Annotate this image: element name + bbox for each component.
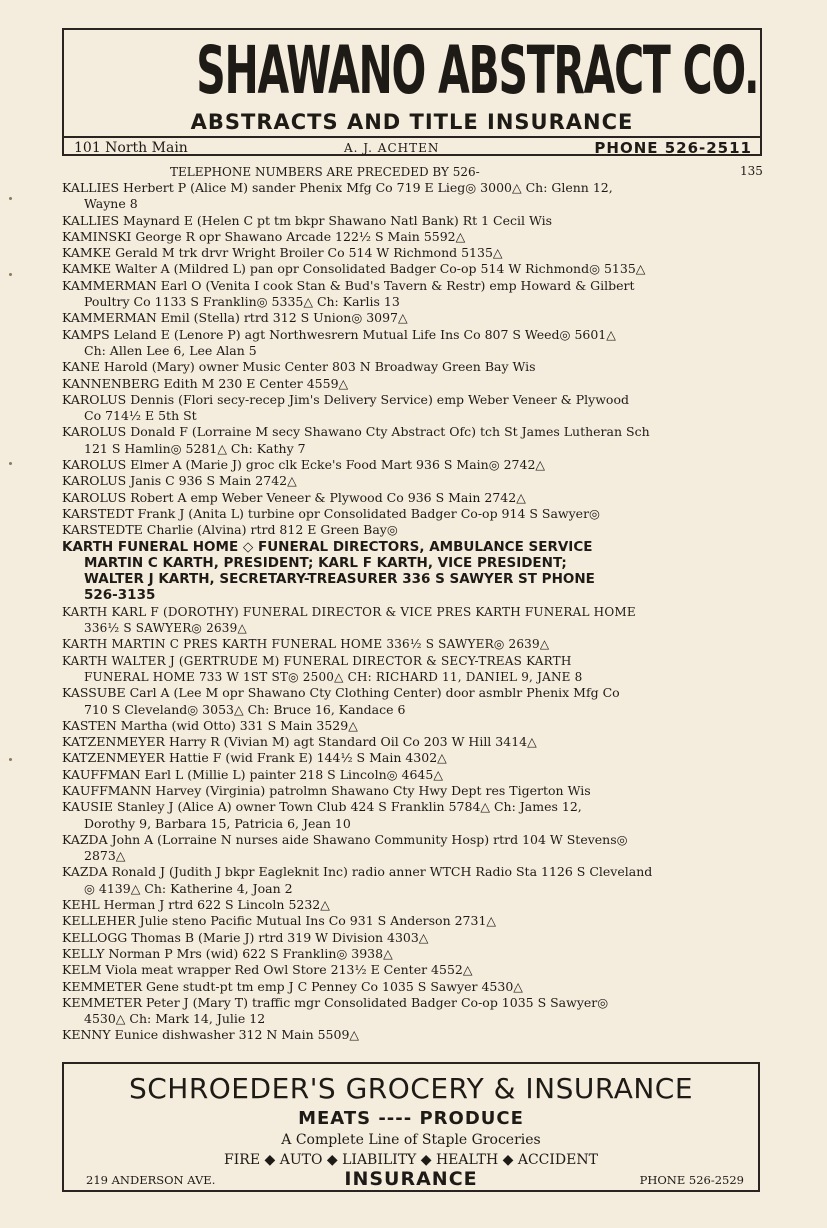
ad-divider (64, 136, 760, 138)
entry-line: KAUFFMAN Earl L (Millie L) painter 218 S Lincoln◎ 4645△ (62, 766, 443, 782)
entry-line: KAROLUS Elmer A (Marie J) groc clk Ecke's Food Mart 936 S Main◎ 2742△ (62, 457, 546, 473)
directory-entry (62, 979, 772, 995)
entry-line: KAROLUS Janis C 936 S Main 2742△ (62, 473, 297, 489)
directory-entry (62, 278, 772, 311)
ad-coverage: FIRE ◆ AUTO ◆ LIABILITY ◆ HEALTH ◆ ACCIDENT (224, 1152, 598, 1168)
directory-entry (62, 392, 772, 425)
entry-line: KARSTEDTE Charlie (Alvina) rtrd 812 E Green Bay◎ (62, 522, 398, 538)
directory-entry (62, 995, 772, 1028)
directory-entry (62, 604, 772, 637)
directory-entry (62, 897, 772, 913)
directory-entry (62, 799, 772, 832)
directory-entry (62, 832, 772, 865)
entry-line: KELLOGG Thomas B (Marie J) rtrd 319 W Division 4303△ (62, 929, 429, 945)
paper-speck (9, 462, 12, 465)
entry-line: KARTH KARL F (DOROTHY) FUNERAL DIRECTOR & VICE PRES KARTH FUNERAL HOME (62, 604, 636, 619)
directory-entry (62, 539, 772, 604)
entry-line: KANE Harold (Mary) owner Music Center 803 N Broadway Green Bay Wis (62, 359, 536, 375)
entry-line: KEMMETER Gene studt-pt tm emp J C Penney Co 1035 S Sawyer 4530△ (62, 978, 523, 994)
directory-entry (62, 376, 772, 392)
ad-insurance-label: INSURANCE (344, 1168, 478, 1190)
directory-entry (62, 359, 772, 375)
page-number: 135 (740, 164, 763, 178)
entry-line: KAROLUS Dennis (Flori secy-recep Jim's Delivery Service) emp Weber Veneer & Plywood (62, 391, 629, 407)
telephone-notice: TELEPHONE NUMBERS ARE PRECEDED BY 526- (170, 165, 480, 179)
entry-continuation: Poultry Co 1133 S Franklin◎ 5335△ Ch: Karlis 13 (84, 294, 400, 310)
entry-line: KAROLUS Robert A emp Weber Veneer & Plywood Co 936 S Main 2742△ (62, 489, 526, 505)
directory-entry (62, 213, 772, 229)
entry-continuation: Wayne 8 (84, 196, 138, 212)
directory-entry (62, 506, 772, 522)
entry-line: KATZENMEYER Hattie F (wid Frank E) 144½ S Main 4302△ (62, 750, 447, 766)
directory-listings (62, 180, 772, 1044)
directory-entry (62, 261, 772, 277)
entry-line: KANNENBERG Edith M 230 E Center 4559△ (62, 375, 349, 391)
paper-speck (9, 758, 12, 761)
ad-store-phone: PHONE 526-2529 (639, 1173, 744, 1187)
ad-tagline: MEATS ---- PRODUCE (298, 1108, 524, 1129)
entry-line: KARTH FUNERAL HOME ◇ FUNERAL DIRECTORS, AMBULANCE SERVICE (62, 538, 593, 555)
entry-line: KENNY Eunice dishwasher 312 N Main 5509△ (62, 1027, 360, 1043)
directory-entry (62, 783, 772, 799)
entry-line: KELLY Norman P Mrs (wid) 622 S Franklin◎ 3938△ (62, 945, 393, 961)
directory-entry (62, 930, 772, 946)
directory-entry (62, 962, 772, 978)
entry-line: KARTH MARTIN C PRES KARTH FUNERAL HOME 336½ S SAWYER◎ 2639△ (62, 637, 550, 652)
entry-line: KALLIES Maynard E (Helen C pt tm bkpr Shawano Natl Bank) Rt 1 Cecil Wis (62, 212, 553, 228)
entry-line: KALLIES Herbert P (Alice M) sander Phenix Mfg Co 719 E Lieg◎ 3000△ Ch: Glenn 12, (62, 180, 613, 195)
directory-entry (62, 424, 772, 457)
paper-speck (9, 197, 12, 200)
entry-line: KAZDA John A (Lorraine N nurses aide Shawano Community Hosp) rtrd 104 W Stevens◎ (62, 831, 628, 847)
directory-entry (62, 310, 772, 326)
entry-line: KAMKE Gerald M trk drvr Wright Broiler Co 514 W Richmond 5135△ (62, 245, 503, 261)
entry-continuation: ◎ 4139△ Ch: Katherine 4, Joan 2 (84, 880, 293, 896)
entry-continuation: 2873△ (84, 848, 126, 864)
entry-continuation: Dorothy 9, Barbara 15, Patricia 6, Jean 10 (84, 815, 351, 831)
directory-entry (62, 1027, 772, 1043)
entry-line: KARSTEDT Frank J (Anita L) turbine opr Consolidated Badger Co-op 914 S Sawyer◎ (62, 505, 600, 521)
entry-line: KAUFFMANN Harvey (Virginia) patrolmn Shawano Cty Hwy Dept res Tigerton Wis (62, 782, 591, 798)
entry-continuation: 526-3135 (84, 587, 156, 604)
entry-line: KASSUBE Carl A (Lee M opr Shawano Cty Clothing Center) door asmblr Phenix Mfg Co (62, 685, 620, 701)
directory-entry (62, 653, 772, 686)
directory-entry (62, 229, 772, 245)
entry-line: KATZENMEYER Harry R (Vivian M) agt Standard Oil Co 203 W Hill 3414△ (62, 734, 537, 750)
directory-entry (62, 718, 772, 734)
directory-entry (62, 457, 772, 473)
directory-entry (62, 864, 772, 897)
directory-entry (62, 946, 772, 962)
entry-continuation: MARTIN C KARTH, PRESIDENT; KARL F KARTH, VICE PRESIDENT; (84, 554, 567, 571)
directory-entry (62, 685, 772, 718)
directory-entry (62, 180, 772, 213)
directory-entry (62, 767, 772, 783)
directory-entry (62, 245, 772, 261)
directory-entry (62, 490, 772, 506)
entry-line: KAROLUS Donald F (Lorraine M secy Shawano Cty Abstract Ofc) tch St James Lutheran Sch (62, 424, 650, 440)
directory-entry (62, 522, 772, 538)
entry-line: KELM Viola meat wrapper Red Owl Store 213½ E Center 4552△ (62, 962, 473, 978)
directory-entry (62, 913, 772, 929)
directory-entry (62, 734, 772, 750)
entry-line: KEMMETER Peter J (Mary T) traffic mgr Consolidated Badger Co-op 1035 S Sawyer◎ (62, 994, 609, 1010)
directory-entry (62, 473, 772, 489)
ad-store-address: 219 ANDERSON AVE. (86, 1173, 216, 1187)
abstract-company-ad (62, 28, 762, 156)
entry-continuation: FUNERAL HOME 733 W 1ST ST◎ 2500△ CH: RICHARD 11, DANIEL 9, JANE 8 (84, 669, 583, 684)
directory-entry (62, 750, 772, 766)
ad-description: A Complete Line of Staple Groceries (281, 1132, 541, 1148)
grocery-insurance-ad (62, 1062, 760, 1192)
entry-continuation: WALTER J KARTH, SECRETARY-TREASURER 336 S SAWYER ST PHONE (84, 571, 595, 588)
ad-store-name: SCHROEDER'S GROCERY & INSURANCE (128, 1072, 694, 1105)
entry-line: KEHL Herman J rtrd 622 S Lincoln 5232△ (62, 897, 330, 913)
ad-footer-row (74, 140, 752, 156)
entry-continuation: 121 S Hamlin◎ 5281△ Ch: Kathy 7 (84, 440, 306, 456)
entry-line: KAZDA Ronald J (Judith J bkpr Eagleknit Inc) radio anner WTCH Radio Sta 1126 S Cleveland (62, 864, 653, 880)
entry-continuation: Co 714½ E 5th St (84, 408, 197, 424)
entry-line: KAMINSKI George R opr Shawano Arcade 122½ S Main 5592△ (62, 228, 466, 244)
entry-continuation: Ch: Allen Lee 6, Lee Alan 5 (84, 342, 257, 358)
ad-address: 101 North Main (74, 140, 188, 156)
entry-continuation: 4530△ Ch: Mark 14, Julie 12 (84, 1011, 266, 1027)
directory-entry (62, 636, 772, 652)
entry-continuation: 336½ S SAWYER◎ 2639△ (84, 621, 247, 636)
entry-line: KELLEHER Julie steno Pacific Mutual Ins Co 931 S Anderson 2731△ (62, 913, 497, 929)
entry-line: KAMPS Leland E (Lenore P) agt Northwesrern Mutual Life Ins Co 807 S Weed◎ 5601△ (62, 326, 616, 342)
entry-continuation: 710 S Cleveland◎ 3053△ Ch: Bruce 16, Kandace 6 (84, 701, 406, 717)
entry-line: KAMMERMAN Earl O (Venita I cook Stan & Bud's Tavern & Restr) emp Howard & Gilbert (62, 277, 635, 293)
paper-speck (9, 273, 12, 276)
ad-phone: PHONE 526-2511 (594, 139, 752, 157)
ad-owner: A. J. ACHTEN (344, 141, 440, 155)
ad-company-name: SHAWANO ABSTRACT CO. (196, 32, 759, 109)
entry-line: KAMKE Walter A (Mildred L) pan opr Consolidated Badger Co-op 514 W Richmond◎ 5135△ (62, 261, 646, 277)
entry-line: KASTEN Martha (wid Otto) 331 S Main 3529△ (62, 717, 358, 733)
entry-line: KARTH WALTER J (GERTRUDE M) FUNERAL DIRECTOR & SECY-TREAS KARTH (62, 653, 572, 668)
directory-entry (62, 327, 772, 360)
ad-subtitle: ABSTRACTS AND TITLE INSURANCE (190, 110, 634, 134)
entry-line: KAMMERMAN Emil (Stella) rtrd 312 S Union◎ 3097△ (62, 310, 408, 326)
entry-line: KAUSIE Stanley J (Alice A) owner Town Club 424 S Franklin 5784△ Ch: James 12, (62, 799, 582, 815)
